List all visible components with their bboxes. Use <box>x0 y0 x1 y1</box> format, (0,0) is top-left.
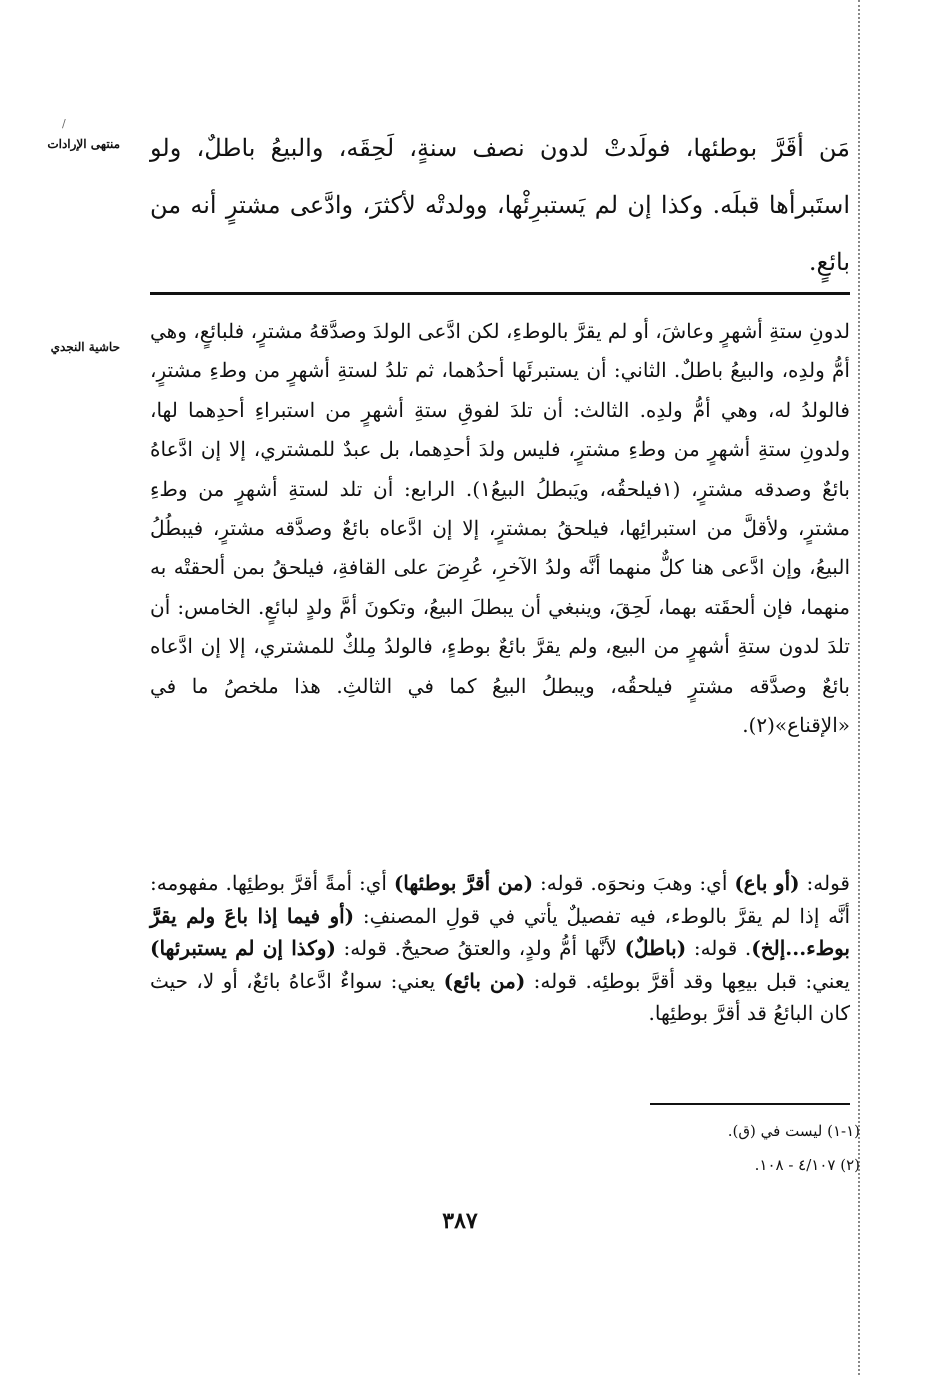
divider-rule <box>150 292 850 295</box>
quoted-term: (أو باع) <box>734 871 800 895</box>
footnote-1: (١-١) ليست في (ق). <box>727 1122 860 1140</box>
text-segment: أي: وهبَ ونحوَه. قوله: <box>533 871 735 895</box>
footnote-rule <box>650 1103 850 1105</box>
margin-label-matn: منتهى الإرادات <box>47 137 120 151</box>
hashiya-paragraph-1: لدونِ ستةِ أشهرٍ وعاشَ، أو لم يقرَّ بالوطءِ، لكن ادَّعى الولدَ وصدَّقهُ مشترٍ، فلبائعٍ، وهي أمُّ ولدِه، والبيعُ باطلٌ. الثاني: أن يستبرئَها أحدُهما، ثم تلدُ لستةِ أشهرٍ من وطءِ مشترٍ، فالولدُ له، وهي أمُّ ولدِه. الثالث: أن تلدَ لفوقِ ستةِ أشهرٍ من استبراءِ أحدِهما لها، ولدونِ ستةِ أشهرٍ من وطءِ مشترٍ، فليس ولدَ أحدِهما، بل عبدٌ للمشتري، إلا إن ادَّعاهُ بائعٌ وصدقه مشترٍ، (١فيلحقُه، ويَبطلُ البيعُ١). الرابع: أن تلد لستةِ أشهرٍ من وطءِ مشترٍ، ولأقلَّ من استبرائِها، فيلحقُ بمشترٍ، إلا إن ادَّعاه بائعٌ وصدَّقه مشترٍ، فيبطُلُ البيعُ، وإن ادَّعى هنا كلٌّ منهما أنَّه ولدُ الآخرِ، عُرِضَ على القافةِ، فيلحقُ بمن ألحقتْه به منهما، فإن ألحقَته بهما، لَحِقَ، وينبغي أن يبطلَ البيعُ، وتكونَ أمَّ ولدٍ لبائعٍ. الخامس: أن تلدَ لدون ستةِ أشهرٍ من البيع، ولم يقرَّ بائعٌ بوطءٍ، فالولدُ مِلكٌ للمشتري، إلا إن ادَّعاه بائعٌ وصدَّقه مشترٍ فيلحقُه، ويبطلُ البيعُ كما في الثالثِ. هذا ملخصُ ما في «الإقناع»(٢). <box>150 319 850 738</box>
margin-tick: / <box>62 117 66 130</box>
footnote-2: (٢) ٤/١٠٧ - ١٠٨. <box>754 1156 860 1174</box>
hashiya-paragraph-2 <box>150 867 850 1030</box>
quoted-term: (أو فيما إذا باعَ ولم يقرَّ بوطء...إلخ) <box>150 903 850 960</box>
text-segment: . قوله: <box>686 936 752 960</box>
margin-label-hashiya: حاشية النجدي <box>50 340 120 354</box>
quoted-term: (من بائع) <box>443 968 526 993</box>
quoted-term: (وكذا إن لم يستبرئها) <box>150 936 336 960</box>
text-segment: قوله: <box>799 871 850 895</box>
matn-text: مَن أقَرَّ بوطئها، فولَدتْ لدون نصف سنةٍ، لَحِقَه، والبيعُ باطلٌ، ولو استَبرأها قبلَه. وكذا إن لم يَستبرِئْها، وولدتْه لأكثرَ، وادَّعى مشترٍ أنه من بائعٍ. <box>150 134 851 276</box>
text-segment: يعني: سواءٌ ادَّعاهُ بائعٌ، أو لا، حيث كان البائعُ قد أقرَّ بوطئِها. <box>150 968 850 1025</box>
text-segment: أي: أمةً أقرَّ بوطئِها. مفهومه: أنَّه إذا لم يقرَّ بالوطء، فيه تفصيلٌ يأتي في قولِ المصنفِ: <box>150 871 850 928</box>
quoted-term: (من أقرَّ بوطئها) <box>393 871 534 895</box>
text-segment: يعني: قبل بيعِها وقد أقرَّ بوطئِه. قوله: <box>525 968 851 993</box>
text-segment: لأنَّها أمُّ ولدٍ، والعتقُ صحيحٌ. قوله: <box>335 936 625 960</box>
quoted-term: (باطلٌ) <box>624 936 687 960</box>
page-number: ٣٨٧ <box>442 1208 478 1234</box>
